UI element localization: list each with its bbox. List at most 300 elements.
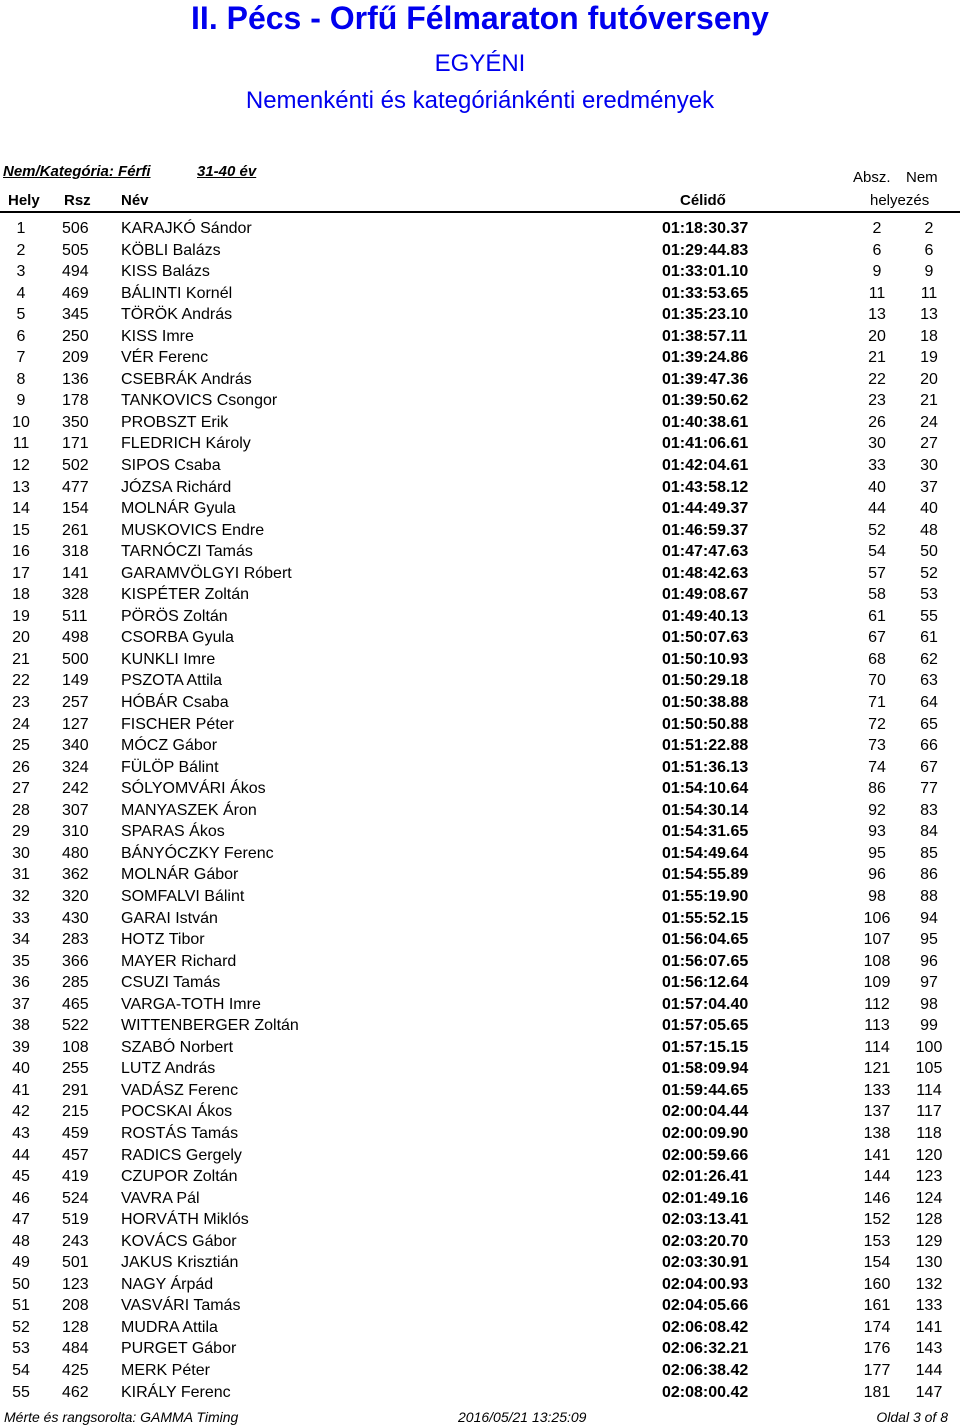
row-gender-rank: 114 bbox=[916, 1081, 942, 1099]
row-overall-rank: 73 bbox=[868, 737, 886, 755]
row-gender-rank: 118 bbox=[916, 1124, 942, 1142]
table-row bbox=[0, 498, 960, 520]
table-row bbox=[0, 606, 960, 628]
row-overall-rank: 107 bbox=[863, 931, 891, 949]
row-finish-time: 01:38:57.11 bbox=[662, 327, 748, 345]
row-name: VARGA-TOTH Imre bbox=[121, 995, 261, 1013]
table-row bbox=[0, 1338, 960, 1360]
table-row bbox=[0, 1360, 960, 1382]
row-overall-rank: 176 bbox=[863, 1340, 891, 1358]
row-overall-rank: 26 bbox=[868, 413, 886, 431]
row-bib: 171 bbox=[62, 435, 89, 453]
row-name: KISPÉTER Zoltán bbox=[121, 586, 250, 604]
row-finish-time: 02:01:26.41 bbox=[662, 1168, 749, 1186]
row-finish-time: 01:54:30.14 bbox=[662, 801, 749, 819]
row-gender-rank: 2 bbox=[924, 220, 934, 237]
row-name: KISS Imre bbox=[121, 327, 194, 345]
row-gender-rank: 147 bbox=[915, 1383, 943, 1401]
row-bib: 501 bbox=[62, 1254, 89, 1272]
row-overall-rank: 6 bbox=[872, 241, 882, 259]
row-gender-rank: 37 bbox=[920, 478, 938, 496]
row-gender-rank: 86 bbox=[920, 866, 938, 884]
row-finish-time: 01:56:12.64 bbox=[662, 974, 749, 992]
row-overall-rank: 144 bbox=[863, 1168, 891, 1186]
row-place: 5 bbox=[16, 306, 26, 324]
row-bib: 108 bbox=[62, 1038, 89, 1056]
row-gender-rank: 66 bbox=[920, 737, 938, 755]
row-name: CSEBRÁK András bbox=[121, 370, 252, 388]
row-gender-rank: 130 bbox=[915, 1254, 943, 1272]
row-overall-rank: 146 bbox=[863, 1189, 891, 1207]
table-row bbox=[0, 1145, 960, 1167]
table-row bbox=[0, 1080, 960, 1102]
row-name: KÖBLI Balázs bbox=[121, 241, 221, 259]
row-overall-rank: 86 bbox=[868, 780, 886, 798]
row-gender-rank: 85 bbox=[920, 844, 938, 862]
row-name: SÓLYOMVÁRI Ákos bbox=[121, 780, 266, 798]
row-name: GARAI István bbox=[121, 909, 218, 927]
row-name: SZABÓ Norbert bbox=[121, 1038, 234, 1056]
row-name: ROSTÁS Tamás bbox=[121, 1124, 239, 1142]
table-row bbox=[0, 1058, 960, 1080]
table-row bbox=[0, 929, 960, 951]
row-place: 12 bbox=[12, 457, 30, 475]
row-overall-rank: 113 bbox=[864, 1017, 890, 1035]
row-gender-rank: 99 bbox=[920, 1017, 938, 1035]
table-row bbox=[0, 261, 960, 283]
row-bib: 320 bbox=[62, 887, 89, 905]
row-bib: 243 bbox=[62, 1232, 89, 1250]
row-bib: 345 bbox=[62, 306, 89, 324]
row-finish-time: 01:50:29.18 bbox=[662, 672, 749, 690]
row-bib: 250 bbox=[62, 327, 89, 345]
row-gender-rank: 132 bbox=[915, 1275, 943, 1293]
row-bib: 141 bbox=[62, 564, 89, 582]
row-gender-rank: 13 bbox=[920, 306, 938, 324]
category-label: Nem/Kategória: Férfi bbox=[3, 163, 151, 180]
row-bib: 419 bbox=[62, 1168, 89, 1186]
table-row bbox=[0, 670, 960, 692]
row-name: VAVRA Pál bbox=[121, 1189, 200, 1207]
row-place: 2 bbox=[16, 241, 26, 259]
row-bib: 350 bbox=[62, 413, 89, 431]
row-place: 8 bbox=[16, 370, 26, 388]
row-place: 42 bbox=[12, 1103, 30, 1121]
row-gender-rank: 20 bbox=[920, 370, 938, 388]
row-name: VASVÁRI Tamás bbox=[121, 1297, 241, 1315]
row-overall-rank: 181 bbox=[863, 1383, 891, 1401]
table-row bbox=[0, 778, 960, 800]
row-overall-rank: 52 bbox=[868, 521, 886, 539]
row-name: MANYASZEK Áron bbox=[121, 801, 257, 819]
table-row bbox=[0, 800, 960, 822]
row-place: 41 bbox=[12, 1081, 30, 1099]
table-row bbox=[0, 649, 960, 671]
row-bib: 459 bbox=[62, 1124, 89, 1142]
row-gender-rank: 64 bbox=[920, 694, 938, 712]
row-place: 43 bbox=[12, 1124, 30, 1142]
row-gender-rank: 141 bbox=[915, 1318, 943, 1336]
row-gender-rank: 9 bbox=[924, 263, 934, 281]
row-bib: 307 bbox=[62, 801, 89, 819]
table-row bbox=[0, 821, 960, 843]
row-finish-time: 01:56:07.65 bbox=[662, 952, 749, 970]
row-finish-time: 02:00:59.66 bbox=[662, 1146, 749, 1164]
row-place: 36 bbox=[12, 974, 30, 992]
col-header-nev: Név bbox=[121, 192, 149, 209]
row-finish-time: 01:57:04.40 bbox=[662, 995, 749, 1013]
row-gender-rank: 124 bbox=[915, 1189, 943, 1207]
row-name: PÖRÖS Zoltán bbox=[121, 607, 228, 625]
row-finish-time: 01:39:47.36 bbox=[662, 370, 749, 388]
row-place: 22 bbox=[12, 672, 30, 690]
row-bib: 324 bbox=[62, 758, 89, 776]
row-overall-rank: 74 bbox=[868, 758, 886, 776]
row-overall-rank: 57 bbox=[868, 564, 886, 582]
col-header-rsz: Rsz bbox=[64, 192, 91, 209]
row-finish-time: 01:39:24.86 bbox=[662, 349, 749, 367]
row-place: 7 bbox=[16, 349, 26, 367]
row-bib: 462 bbox=[62, 1383, 89, 1401]
row-place: 54 bbox=[12, 1361, 30, 1379]
row-place: 34 bbox=[12, 931, 30, 949]
row-finish-time: 02:08:00.42 bbox=[662, 1383, 749, 1401]
row-overall-rank: 152 bbox=[863, 1211, 891, 1229]
row-place: 33 bbox=[12, 909, 30, 927]
row-overall-rank: 138 bbox=[863, 1124, 891, 1142]
row-finish-time: 01:46:59.37 bbox=[662, 521, 749, 539]
row-place: 28 bbox=[12, 801, 30, 819]
row-place: 19 bbox=[12, 607, 30, 625]
row-name: TARNÓCZI Tamás bbox=[121, 543, 253, 561]
row-gender-rank: 98 bbox=[920, 995, 938, 1013]
table-row bbox=[0, 1123, 960, 1145]
row-overall-rank: 2 bbox=[872, 220, 882, 237]
row-gender-rank: 65 bbox=[920, 715, 938, 733]
row-place: 23 bbox=[12, 694, 30, 712]
row-finish-time: 02:03:13.41 bbox=[662, 1211, 749, 1229]
row-finish-time: 01:42:04.61 bbox=[662, 457, 749, 475]
table-row bbox=[0, 735, 960, 757]
row-place: 44 bbox=[12, 1146, 30, 1164]
row-finish-time: 01:55:52.15 bbox=[662, 909, 749, 927]
row-bib: 123 bbox=[62, 1275, 89, 1293]
row-place: 51 bbox=[12, 1297, 30, 1315]
row-finish-time: 01:39:50.62 bbox=[662, 392, 749, 410]
row-overall-rank: 72 bbox=[868, 715, 886, 733]
row-bib: 340 bbox=[62, 737, 89, 755]
row-overall-rank: 96 bbox=[868, 866, 886, 884]
table-row bbox=[0, 304, 960, 326]
row-overall-rank: 114 bbox=[864, 1038, 890, 1056]
row-bib: 522 bbox=[62, 1017, 89, 1035]
row-gender-rank: 18 bbox=[920, 327, 938, 345]
row-place: 16 bbox=[12, 543, 30, 561]
row-name: HÓBÁR Csaba bbox=[121, 694, 229, 712]
row-place: 21 bbox=[12, 650, 30, 668]
table-row bbox=[0, 1382, 960, 1404]
row-name: HOTZ Tibor bbox=[121, 931, 205, 949]
row-overall-rank: 11 bbox=[868, 284, 886, 302]
row-gender-rank: 97 bbox=[920, 974, 938, 992]
row-name: CSORBA Gyula bbox=[121, 629, 234, 647]
row-overall-rank: 68 bbox=[868, 650, 886, 668]
row-bib: 149 bbox=[62, 672, 89, 690]
row-name: TANKOVICS Csongor bbox=[121, 392, 278, 410]
row-name: MÓCZ Gábor bbox=[121, 737, 218, 755]
footer-timestamp: 2016/05/21 13:25:09 bbox=[458, 1409, 587, 1425]
row-gender-rank: 120 bbox=[915, 1146, 943, 1164]
event-type: EGYÉNI bbox=[434, 50, 526, 77]
row-place: 26 bbox=[12, 758, 30, 776]
row-place: 9 bbox=[16, 392, 26, 410]
row-finish-time: 01:54:10.64 bbox=[662, 780, 749, 798]
row-gender-rank: 128 bbox=[915, 1211, 943, 1229]
row-overall-rank: 9 bbox=[872, 263, 882, 281]
row-finish-time: 02:00:04.44 bbox=[662, 1103, 749, 1121]
table-row bbox=[0, 563, 960, 585]
footer-timing: Mérte és rangsorolta: GAMMA Timing bbox=[4, 1409, 239, 1425]
row-name: MERK Péter bbox=[121, 1361, 210, 1379]
row-overall-rank: 121 bbox=[863, 1060, 891, 1078]
row-overall-rank: 161 bbox=[863, 1297, 891, 1315]
row-place: 18 bbox=[12, 586, 30, 604]
row-bib: 178 bbox=[62, 392, 89, 410]
row-gender-rank: 100 bbox=[915, 1038, 943, 1056]
row-name: SIPOS Csaba bbox=[121, 457, 221, 475]
table-row bbox=[0, 369, 960, 391]
row-place: 46 bbox=[12, 1189, 30, 1207]
row-finish-time: 01:35:23.10 bbox=[662, 306, 749, 324]
row-finish-time: 01:54:55.89 bbox=[662, 866, 749, 884]
row-overall-rank: 22 bbox=[868, 370, 886, 388]
header-divider bbox=[0, 211, 960, 213]
row-gender-rank: 129 bbox=[915, 1232, 943, 1250]
row-overall-rank: 112 bbox=[864, 995, 890, 1013]
row-bib: 310 bbox=[62, 823, 89, 841]
table-row bbox=[0, 692, 960, 714]
row-overall-rank: 21 bbox=[868, 349, 886, 367]
row-finish-time: 02:00:09.90 bbox=[662, 1124, 749, 1142]
row-overall-rank: 44 bbox=[868, 500, 886, 518]
table-row bbox=[0, 1252, 960, 1274]
row-gender-rank: 133 bbox=[915, 1297, 943, 1315]
footer-page: Oldal 3 of 8 bbox=[876, 1409, 948, 1425]
row-bib: 127 bbox=[62, 715, 89, 733]
row-name: FÜLÖP Bálint bbox=[121, 758, 219, 776]
row-place: 14 bbox=[12, 500, 30, 518]
row-bib: 255 bbox=[62, 1060, 89, 1078]
row-name: KARAJKÓ Sándor bbox=[121, 220, 252, 237]
row-overall-rank: 30 bbox=[868, 435, 886, 453]
row-gender-rank: 117 bbox=[916, 1103, 942, 1121]
row-place: 3 bbox=[16, 263, 26, 281]
table-row bbox=[0, 433, 960, 455]
table-row bbox=[0, 1101, 960, 1123]
row-place: 10 bbox=[12, 413, 30, 431]
row-overall-rank: 141 bbox=[863, 1146, 891, 1164]
col-header-helyezes: helyezés bbox=[870, 192, 930, 209]
table-row bbox=[0, 1317, 960, 1339]
row-finish-time: 01:51:22.88 bbox=[662, 737, 749, 755]
table-row bbox=[0, 627, 960, 649]
row-bib: 502 bbox=[62, 457, 89, 475]
row-bib: 519 bbox=[62, 1211, 89, 1229]
row-bib: 257 bbox=[62, 694, 89, 712]
row-place: 20 bbox=[12, 629, 30, 647]
row-bib: 136 bbox=[62, 370, 89, 388]
table-row bbox=[0, 412, 960, 434]
row-finish-time: 02:04:00.93 bbox=[662, 1275, 749, 1293]
row-place: 31 bbox=[12, 866, 30, 884]
row-bib: 498 bbox=[62, 629, 89, 647]
col-header-nem: Nem bbox=[906, 169, 938, 186]
row-overall-rank: 95 bbox=[868, 844, 886, 862]
row-finish-time: 01:57:15.15 bbox=[662, 1038, 749, 1056]
row-name: RADICS Gergely bbox=[121, 1146, 242, 1164]
row-overall-rank: 54 bbox=[868, 543, 886, 561]
row-name: FISCHER Péter bbox=[121, 715, 234, 733]
row-overall-rank: 70 bbox=[868, 672, 886, 690]
row-bib: 215 bbox=[62, 1103, 89, 1121]
row-gender-rank: 96 bbox=[920, 952, 938, 970]
row-finish-time: 02:01:49.16 bbox=[662, 1189, 749, 1207]
row-place: 39 bbox=[12, 1038, 30, 1056]
row-name: HORVÁTH Miklós bbox=[121, 1211, 249, 1229]
row-name: CZUPOR Zoltán bbox=[121, 1168, 238, 1186]
row-bib: 283 bbox=[62, 931, 89, 949]
row-bib: 362 bbox=[62, 866, 89, 884]
row-place: 25 bbox=[12, 737, 30, 755]
row-gender-rank: 11 bbox=[920, 284, 938, 302]
row-bib: 457 bbox=[62, 1146, 89, 1164]
row-finish-time: 01:40:38.61 bbox=[662, 413, 749, 431]
row-place: 55 bbox=[12, 1383, 30, 1401]
row-place: 30 bbox=[12, 844, 30, 862]
row-finish-time: 01:33:53.65 bbox=[662, 284, 749, 302]
row-gender-rank: 53 bbox=[920, 586, 938, 604]
row-bib: 494 bbox=[62, 263, 89, 281]
row-bib: 242 bbox=[62, 780, 89, 798]
category-age: 31-40 év bbox=[197, 163, 257, 180]
row-overall-rank: 177 bbox=[863, 1361, 891, 1379]
row-name: KISS Balázs bbox=[121, 263, 210, 281]
row-name: KIRÁLY Ferenc bbox=[121, 1383, 231, 1401]
row-overall-rank: 109 bbox=[863, 974, 891, 992]
row-bib: 524 bbox=[62, 1189, 89, 1207]
row-overall-rank: 108 bbox=[863, 952, 891, 970]
row-bib: 328 bbox=[62, 586, 89, 604]
table-row bbox=[0, 240, 960, 262]
row-overall-rank: 71 bbox=[868, 694, 886, 712]
row-finish-time: 01:59:44.65 bbox=[662, 1081, 749, 1099]
row-finish-time: 01:56:04.65 bbox=[662, 931, 749, 949]
row-bib: 366 bbox=[62, 952, 89, 970]
row-gender-rank: 84 bbox=[920, 823, 938, 841]
row-place: 37 bbox=[12, 995, 30, 1013]
row-gender-rank: 52 bbox=[920, 564, 938, 582]
row-overall-rank: 58 bbox=[868, 586, 886, 604]
row-place: 13 bbox=[12, 478, 30, 496]
row-name: MOLNÁR Gábor bbox=[121, 866, 239, 884]
row-overall-rank: 98 bbox=[868, 887, 886, 905]
row-place: 52 bbox=[12, 1318, 30, 1336]
row-name: MAYER Richard bbox=[121, 952, 237, 970]
row-finish-time: 01:50:07.63 bbox=[662, 629, 749, 647]
row-gender-rank: 27 bbox=[920, 435, 938, 453]
row-finish-time: 02:04:05.66 bbox=[662, 1297, 749, 1315]
row-name: JAKUS Krisztián bbox=[121, 1254, 239, 1272]
row-bib: 261 bbox=[62, 521, 89, 539]
row-finish-time: 01:33:01.10 bbox=[662, 263, 749, 281]
row-bib: 209 bbox=[62, 349, 89, 367]
row-name: LUTZ András bbox=[121, 1060, 216, 1078]
row-overall-rank: 67 bbox=[868, 629, 886, 647]
row-name: PSZOTA Attila bbox=[121, 672, 223, 690]
row-overall-rank: 33 bbox=[868, 457, 886, 475]
row-place: 27 bbox=[12, 780, 30, 798]
row-finish-time: 01:55:19.90 bbox=[662, 887, 749, 905]
row-name: NAGY Árpád bbox=[121, 1275, 214, 1293]
row-gender-rank: 6 bbox=[924, 241, 934, 259]
row-finish-time: 02:06:08.42 bbox=[662, 1318, 749, 1336]
row-gender-rank: 30 bbox=[920, 457, 938, 475]
table-row bbox=[0, 757, 960, 779]
row-gender-rank: 67 bbox=[920, 758, 938, 776]
row-place: 45 bbox=[12, 1168, 30, 1186]
row-gender-rank: 48 bbox=[920, 521, 938, 539]
row-overall-rank: 154 bbox=[863, 1254, 891, 1272]
row-finish-time: 01:50:38.88 bbox=[662, 694, 749, 712]
row-bib: 484 bbox=[62, 1340, 89, 1358]
row-bib: 477 bbox=[62, 478, 89, 496]
row-name: SOMFALVI Bálint bbox=[121, 887, 245, 905]
row-bib: 208 bbox=[62, 1297, 89, 1315]
row-place: 48 bbox=[12, 1232, 30, 1250]
row-gender-rank: 50 bbox=[920, 543, 938, 561]
row-place: 38 bbox=[12, 1017, 30, 1035]
row-place: 29 bbox=[12, 823, 30, 841]
row-overall-rank: 13 bbox=[868, 306, 886, 324]
row-name: MUDRA Attila bbox=[121, 1318, 218, 1336]
table-row bbox=[0, 218, 960, 240]
table-row bbox=[0, 326, 960, 348]
row-bib: 480 bbox=[62, 844, 89, 862]
col-header-hely: Hely bbox=[8, 192, 40, 209]
row-finish-time: 01:49:40.13 bbox=[662, 607, 749, 625]
row-place: 11 bbox=[12, 435, 30, 453]
row-finish-time: 02:03:20.70 bbox=[662, 1232, 749, 1250]
row-bib: 500 bbox=[62, 650, 89, 668]
row-finish-time: 01:54:31.65 bbox=[662, 823, 749, 841]
table-row bbox=[0, 541, 960, 563]
row-place: 17 bbox=[12, 564, 30, 582]
table-row bbox=[0, 1274, 960, 1296]
row-name: SPARAS Ákos bbox=[121, 823, 225, 841]
row-place: 1 bbox=[16, 220, 26, 237]
row-finish-time: 01:58:09.94 bbox=[662, 1060, 749, 1078]
row-name: JÓZSA Richárd bbox=[121, 478, 232, 496]
row-place: 6 bbox=[16, 327, 26, 345]
row-gender-rank: 95 bbox=[920, 931, 938, 949]
row-bib: 154 bbox=[62, 500, 89, 518]
row-finish-time: 01:48:42.63 bbox=[662, 564, 749, 582]
table-row bbox=[0, 1295, 960, 1317]
row-name: FLEDRICH Károly bbox=[121, 435, 251, 453]
col-header-absz: Absz. bbox=[853, 169, 891, 186]
row-name: MOLNÁR Gyula bbox=[121, 500, 236, 518]
page-title: II. Pécs - Orfű Félmaraton futóverseny bbox=[191, 0, 769, 36]
